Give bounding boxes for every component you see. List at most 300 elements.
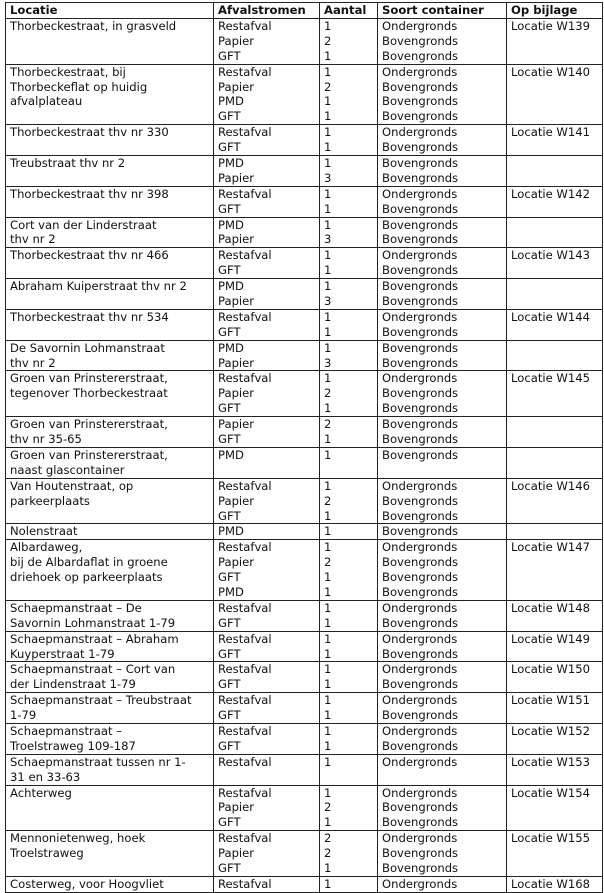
cell-aantal	[320, 248, 378, 279]
cell-aantal-line: 1	[324, 279, 332, 294]
cell-afvalstromen-line: GFT	[218, 615, 241, 630]
cell-locatie	[6, 217, 214, 248]
cell-locatie-line: Albardaweg,	[10, 540, 83, 555]
cell-locatie-line: Costerweg, voor Hoogvliet	[10, 876, 164, 891]
cell-locatie	[6, 447, 214, 478]
cell-soort-container-line: Bovengronds	[382, 524, 459, 539]
cell-aantal-line: 1	[324, 600, 332, 615]
table-row	[6, 217, 603, 248]
cell-soort-container-line: Bovengronds	[382, 432, 459, 447]
cell-afvalstromen-line: PMD	[218, 584, 244, 599]
cell-locatie-line: thv nr 2	[10, 355, 56, 370]
cell-locatie-line: Nolenstraat	[10, 524, 78, 539]
cell-afvalstromen-line: Papier	[218, 417, 255, 432]
cell-locatie	[6, 723, 214, 754]
header-afvalstromen: Afvalstromen	[214, 3, 320, 19]
cell-aantal-line: 1	[324, 478, 332, 493]
cell-locatie-line: Cort van der Linderstraat	[10, 217, 157, 232]
header-aantal: Aantal	[320, 3, 378, 19]
cell-aantal-line: 1	[324, 248, 332, 263]
cell-afvalstromen	[214, 754, 320, 785]
cell-aantal	[320, 125, 378, 156]
cell-locatie-line: thv nr 2	[10, 232, 56, 247]
cell-soort-container-line: Ondergronds	[382, 478, 458, 493]
cell-afvalstromen-line: Papier	[218, 170, 255, 185]
cell-locatie-line: Thorbeckestraat thv nr 466	[10, 248, 169, 263]
cell-locatie-line: Van Houtenstraat, op	[10, 478, 134, 493]
cell-afvalstromen	[214, 309, 320, 340]
table-row	[6, 600, 603, 631]
cell-soort-container-line: Ondergronds	[382, 876, 458, 891]
cell-aantal	[320, 64, 378, 125]
cell-aantal	[320, 417, 378, 448]
cell-afvalstromen-line: PMD	[218, 94, 244, 109]
cell-afvalstromen-line: Restafval	[218, 662, 272, 677]
cell-soort-container-line: Bovengronds	[382, 79, 459, 94]
cell-aantal-line: 1	[324, 677, 332, 692]
cell-afvalstromen-line: PMD	[218, 524, 244, 539]
cell-afvalstromen-line: GFT	[218, 815, 241, 830]
cell-afvalstromen	[214, 156, 320, 187]
cell-aantal-line: 2	[324, 417, 332, 432]
cell-aantal-line: 1	[324, 723, 332, 738]
table-header-row	[6, 3, 603, 19]
cell-locatie-line: Schaepmanstraat –	[10, 723, 123, 738]
cell-afvalstromen-line: GFT	[218, 401, 241, 416]
cell-op-bijlage: Locatie W151	[507, 693, 603, 724]
cell-soort-container-line: Ondergronds	[382, 831, 458, 846]
cell-soort-container-line: Bovengronds	[382, 201, 459, 216]
table-row	[6, 186, 603, 217]
cell-soort-container-line: Bovengronds	[382, 800, 459, 815]
cell-locatie	[6, 662, 214, 693]
cell-afvalstromen-line: Restafval	[218, 248, 272, 263]
cell-aantal-line: 1	[324, 432, 332, 447]
cell-afvalstromen-line: Papier	[218, 79, 255, 94]
cell-aantal-line: 1	[324, 570, 332, 585]
cell-aantal-line: 1	[324, 19, 332, 33]
cell-afvalstromen-line: PMD	[218, 156, 244, 171]
cell-aantal	[320, 186, 378, 217]
cell-afvalstromen-line: GFT	[218, 109, 241, 124]
cell-aantal-line: 1	[324, 140, 332, 155]
cell-soort-container-line: Bovengronds	[382, 232, 459, 247]
cell-locatie	[6, 340, 214, 371]
cell-aantal-line: 1	[324, 508, 332, 523]
cell-afvalstromen-line: Papier	[218, 493, 255, 508]
cell-afvalstromen-line: GFT	[218, 860, 241, 875]
cell-afvalstromen-line: GFT	[218, 263, 241, 278]
cell-op-bijlage: Locatie W168	[507, 876, 603, 892]
cell-soort-container	[378, 340, 507, 371]
table-row	[6, 478, 603, 524]
cell-soort-container	[378, 524, 507, 540]
cell-aantal-line: 1	[324, 540, 332, 555]
cell-op-bijlage: Locatie W155	[507, 831, 603, 877]
cell-aantal-line: 1	[324, 309, 332, 324]
cell-aantal-line: 1	[324, 217, 332, 232]
cell-aantal-line: 1	[324, 708, 332, 723]
cell-soort-container-line: Bovengronds	[382, 570, 459, 585]
cell-soort-container-line: Bovengronds	[382, 508, 459, 523]
cell-aantal-line: 1	[324, 109, 332, 124]
cell-locatie-line: Thorbeckestraat, in grasveld	[10, 19, 177, 33]
cell-aantal-line: 2	[324, 386, 332, 401]
cell-op-bijlage: Locatie W149	[507, 631, 603, 662]
cell-op-bijlage	[507, 524, 603, 540]
table-row	[6, 309, 603, 340]
cell-locatie	[6, 876, 214, 892]
cell-aantal-line: 1	[324, 815, 332, 830]
table-row	[6, 64, 603, 125]
cell-soort-container	[378, 754, 507, 785]
cell-aantal-line: 2	[324, 493, 332, 508]
cell-locatie-line: 1-79	[10, 708, 37, 723]
cell-aantal-line: 3	[324, 170, 332, 185]
cell-op-bijlage: Locatie W139	[507, 19, 603, 65]
cell-soort-container-line: Bovengronds	[382, 217, 459, 232]
cell-soort-container	[378, 309, 507, 340]
cell-locatie	[6, 186, 214, 217]
cell-afvalstromen	[214, 876, 320, 892]
cell-op-bijlage	[507, 279, 603, 310]
cell-op-bijlage	[507, 340, 603, 371]
table-row	[6, 340, 603, 371]
table-row	[6, 754, 603, 785]
cell-soort-container-line: Ondergronds	[382, 125, 458, 140]
cell-aantal-line: 3	[324, 294, 332, 309]
cell-aantal	[320, 600, 378, 631]
table-row	[6, 524, 603, 540]
cell-locatie	[6, 309, 214, 340]
cell-aantal-line: 1	[324, 584, 332, 599]
cell-soort-container-line: Bovengronds	[382, 555, 459, 570]
cell-soort-container-line: Bovengronds	[382, 140, 459, 155]
cell-locatie-line: Thorbeckestraat, bij	[10, 64, 126, 79]
cell-locatie-line: Schaepmanstraat – De	[10, 600, 142, 615]
table-row	[6, 693, 603, 724]
cell-soort-container-line: Ondergronds	[382, 785, 458, 800]
cell-aantal-line: 1	[324, 876, 332, 891]
cell-locatie	[6, 64, 214, 125]
cell-afvalstromen-line: Papier	[218, 33, 255, 48]
cell-locatie-line: Groen van Prinstererstraat,	[10, 371, 168, 386]
cell-soort-container-line: Bovengronds	[382, 170, 459, 185]
table-row	[6, 540, 603, 601]
cell-op-bijlage: Locatie W144	[507, 309, 603, 340]
cell-afvalstromen-line: Papier	[218, 555, 255, 570]
cell-soort-container	[378, 279, 507, 310]
cell-locatie	[6, 524, 214, 540]
cell-soort-container	[378, 631, 507, 662]
cell-soort-container-line: Bovengronds	[382, 33, 459, 48]
cell-aantal	[320, 478, 378, 524]
cell-soort-container-line: Ondergronds	[382, 600, 458, 615]
cell-locatie	[6, 279, 214, 310]
cell-soort-container	[378, 156, 507, 187]
cell-afvalstromen	[214, 371, 320, 417]
cell-aantal-line: 1	[324, 524, 332, 539]
cell-locatie-line: Mennonietenweg, hoek	[10, 831, 146, 846]
table-row	[6, 662, 603, 693]
cell-afvalstromen-line: Papier	[218, 800, 255, 815]
cell-afvalstromen-line: Restafval	[218, 64, 272, 79]
cell-afvalstromen-line: GFT	[218, 738, 241, 753]
cell-afvalstromen-line: Restafval	[218, 540, 272, 555]
cell-soort-container-line: Ondergronds	[382, 693, 458, 708]
cell-soort-container	[378, 662, 507, 693]
cell-soort-container-line: Bovengronds	[382, 860, 459, 875]
cell-afvalstromen-line: Restafval	[218, 785, 272, 800]
cell-aantal-line: 1	[324, 263, 332, 278]
cell-aantal-line: 1	[324, 94, 332, 109]
cell-aantal	[320, 217, 378, 248]
cell-aantal	[320, 785, 378, 831]
cell-afvalstromen-line: GFT	[218, 708, 241, 723]
cell-op-bijlage: Locatie W145	[507, 371, 603, 417]
cell-soort-container	[378, 371, 507, 417]
cell-locatie-line: naast glascontainer	[10, 462, 125, 477]
cell-afvalstromen-line: GFT	[218, 140, 241, 155]
cell-afvalstromen-line: Restafval	[218, 693, 272, 708]
cell-afvalstromen-line: Papier	[218, 386, 255, 401]
cell-afvalstromen-line: GFT	[218, 570, 241, 585]
cell-afvalstromen-line: Restafval	[218, 631, 272, 646]
cell-afvalstromen	[214, 217, 320, 248]
cell-soort-container-line: Ondergronds	[382, 723, 458, 738]
cell-afvalstromen-line: Restafval	[218, 19, 272, 33]
cell-op-bijlage: Locatie W150	[507, 662, 603, 693]
cell-afvalstromen	[214, 600, 320, 631]
cell-afvalstromen-line: Restafval	[218, 309, 272, 324]
cell-locatie-line: Schaepmanstraat tussen nr 1-	[10, 754, 186, 769]
cell-aantal-line: 1	[324, 324, 332, 339]
cell-locatie-line: Thorbeckestraat thv nr 330	[10, 125, 169, 140]
header-soort-container: Soort container	[378, 3, 507, 19]
cell-locatie-line: De Savornin Lohmanstraat	[10, 340, 165, 355]
cell-afvalstromen	[214, 19, 320, 65]
cell-aantal-line: 1	[324, 340, 332, 355]
cell-afvalstromen-line: GFT	[218, 646, 241, 661]
cell-soort-container-line: Bovengronds	[382, 386, 459, 401]
cell-locatie-line: Schaepmanstraat – Abraham	[10, 631, 179, 646]
cell-op-bijlage: Locatie W152	[507, 723, 603, 754]
cell-aantal-line: 2	[324, 800, 332, 815]
table-body	[6, 19, 603, 893]
cell-soort-container-line: Bovengronds	[382, 324, 459, 339]
cell-aantal	[320, 19, 378, 65]
cell-op-bijlage: Locatie W143	[507, 248, 603, 279]
cell-locatie-line: Thorbeckestraat thv nr 398	[10, 186, 169, 201]
cell-afvalstromen-line: Papier	[218, 294, 255, 309]
cell-aantal	[320, 371, 378, 417]
cell-afvalstromen	[214, 693, 320, 724]
cell-afvalstromen-line: GFT	[218, 508, 241, 523]
table-row	[6, 156, 603, 187]
cell-aantal-line: 1	[324, 64, 332, 79]
cell-soort-container	[378, 600, 507, 631]
cell-aantal	[320, 723, 378, 754]
cell-soort-container-line: Bovengronds	[382, 815, 459, 830]
cell-aantal-line: 1	[324, 754, 332, 769]
cell-afvalstromen-line: Restafval	[218, 371, 272, 386]
cell-locatie-line: Kuyperstraat 1-79	[10, 646, 115, 661]
cell-soort-container	[378, 417, 507, 448]
cell-soort-container	[378, 248, 507, 279]
cell-afvalstromen	[214, 340, 320, 371]
header-op-bijlage: Op bijlage	[507, 3, 603, 19]
cell-aantal-line: 1	[324, 785, 332, 800]
cell-locatie	[6, 19, 214, 65]
cell-soort-container	[378, 217, 507, 248]
cell-soort-container-line: Bovengronds	[382, 417, 459, 432]
cell-soort-container-line: Ondergronds	[382, 754, 458, 769]
cell-aantal	[320, 279, 378, 310]
cell-soort-container	[378, 785, 507, 831]
cell-aantal-line: 2	[324, 846, 332, 861]
cell-aantal-line: 1	[324, 156, 332, 171]
cell-aantal-line: 2	[324, 79, 332, 94]
cell-aantal-line: 1	[324, 646, 332, 661]
cell-aantal-line: 1	[324, 371, 332, 386]
table-row	[6, 876, 603, 892]
cell-aantal-line: 1	[324, 860, 332, 875]
cell-soort-container-line: Ondergronds	[382, 248, 458, 263]
cell-soort-container-line: Bovengronds	[382, 294, 459, 309]
cell-locatie-line: thv nr 35-65	[10, 432, 82, 447]
cell-afvalstromen	[214, 447, 320, 478]
cell-soort-container-line: Bovengronds	[382, 401, 459, 416]
cell-locatie-line: Savornin Lohmanstraat 1-79	[10, 615, 176, 630]
table-row	[6, 248, 603, 279]
cell-afvalstromen-line: PMD	[218, 340, 244, 355]
cell-soort-container	[378, 540, 507, 601]
cell-soort-container-line: Bovengronds	[382, 109, 459, 124]
cell-locatie-line: tegenover Thorbeckestraat	[10, 386, 168, 401]
cell-locatie-line: Abraham Kuiperstraat thv nr 2	[10, 279, 187, 294]
cell-afvalstromen	[214, 279, 320, 310]
cell-aantal-line: 1	[324, 615, 332, 630]
cell-aantal	[320, 662, 378, 693]
cell-locatie	[6, 248, 214, 279]
cell-aantal	[320, 156, 378, 187]
table-row	[6, 19, 603, 65]
cell-op-bijlage: Locatie W153	[507, 754, 603, 785]
cell-soort-container-line: Bovengronds	[382, 708, 459, 723]
cell-aantal	[320, 309, 378, 340]
cell-afvalstromen-line: Papier	[218, 355, 255, 370]
cell-soort-container	[378, 125, 507, 156]
cell-soort-container-line: Bovengronds	[382, 156, 459, 171]
cell-locatie-line: driehoek op parkeerplaats	[10, 570, 163, 585]
cell-op-bijlage: Locatie W147	[507, 540, 603, 601]
cell-afvalstromen	[214, 64, 320, 125]
cell-soort-container-line: Bovengronds	[382, 584, 459, 599]
cell-op-bijlage: Locatie W154	[507, 785, 603, 831]
cell-aantal-line: 3	[324, 355, 332, 370]
cell-locatie-line: Groen van Prinstererstraat,	[10, 417, 168, 432]
cell-op-bijlage: Locatie W148	[507, 600, 603, 631]
cell-locatie-line: Troelstraweg	[10, 846, 84, 861]
cell-locatie-line: der Lindenstraat 1-79	[10, 677, 136, 692]
cell-afvalstromen-line: Restafval	[218, 478, 272, 493]
cell-aantal	[320, 631, 378, 662]
cell-soort-container	[378, 19, 507, 65]
cell-soort-container-line: Bovengronds	[382, 48, 459, 63]
cell-afvalstromen-line: PMD	[218, 217, 244, 232]
cell-soort-container-line: Bovengronds	[382, 493, 459, 508]
cell-aantal-line: 1	[324, 401, 332, 416]
cell-locatie	[6, 785, 214, 831]
cell-aantal	[320, 754, 378, 785]
cell-soort-container-line: Bovengronds	[382, 447, 459, 462]
cell-soort-container-line: Ondergronds	[382, 309, 458, 324]
cell-aantal-line: 1	[324, 447, 332, 462]
cell-aantal-line: 2	[324, 831, 332, 846]
cell-op-bijlage	[507, 447, 603, 478]
cell-soort-container	[378, 723, 507, 754]
cell-aantal	[320, 524, 378, 540]
cell-aantal-line: 1	[324, 693, 332, 708]
cell-aantal-line: 1	[324, 631, 332, 646]
cell-locatie	[6, 125, 214, 156]
cell-soort-container-line: Bovengronds	[382, 677, 459, 692]
cell-soort-container-line: Bovengronds	[382, 846, 459, 861]
cell-afvalstromen-line: PMD	[218, 447, 244, 462]
cell-aantal-line: 1	[324, 125, 332, 140]
table-row	[6, 723, 603, 754]
cell-afvalstromen-line: GFT	[218, 677, 241, 692]
cell-locatie	[6, 600, 214, 631]
cell-soort-container-line: Bovengronds	[382, 263, 459, 278]
cell-afvalstromen	[214, 540, 320, 601]
cell-soort-container-line: Bovengronds	[382, 94, 459, 109]
cell-soort-container-line: Ondergronds	[382, 371, 458, 386]
cell-locatie	[6, 754, 214, 785]
cell-aantal	[320, 693, 378, 724]
cell-locatie-line: parkeerplaats	[10, 493, 90, 508]
cell-aantal-line: 1	[324, 48, 332, 63]
cell-afvalstromen	[214, 186, 320, 217]
cell-aantal-line: 2	[324, 555, 332, 570]
cell-afvalstromen	[214, 248, 320, 279]
cell-soort-container-line: Ondergronds	[382, 540, 458, 555]
cell-locatie-line: bij de Albardaflat in groene	[10, 555, 168, 570]
cell-locatie	[6, 693, 214, 724]
cell-afvalstromen	[214, 125, 320, 156]
cell-afvalstromen-line: GFT	[218, 201, 241, 216]
cell-locatie-line: 31 en 33-63	[10, 769, 81, 784]
cell-locatie	[6, 417, 214, 448]
table-row	[6, 631, 603, 662]
cell-locatie-line: Thorbeckestraat thv nr 534	[10, 309, 169, 324]
cell-afvalstromen-line: Papier	[218, 846, 255, 861]
cell-afvalstromen	[214, 478, 320, 524]
cell-afvalstromen-line: Restafval	[218, 831, 272, 846]
table-row	[6, 417, 603, 448]
waste-container-table	[5, 2, 603, 893]
cell-locatie-line: Troelstraweg 109-187	[10, 738, 136, 753]
cell-locatie	[6, 478, 214, 524]
cell-afvalstromen-line: Restafval	[218, 600, 272, 615]
cell-aantal	[320, 540, 378, 601]
cell-soort-container	[378, 693, 507, 724]
table-row	[6, 447, 603, 478]
cell-op-bijlage	[507, 156, 603, 187]
cell-soort-container-line: Ondergronds	[382, 662, 458, 677]
cell-soort-container-line: Ondergronds	[382, 631, 458, 646]
cell-afvalstromen-line: GFT	[218, 432, 241, 447]
